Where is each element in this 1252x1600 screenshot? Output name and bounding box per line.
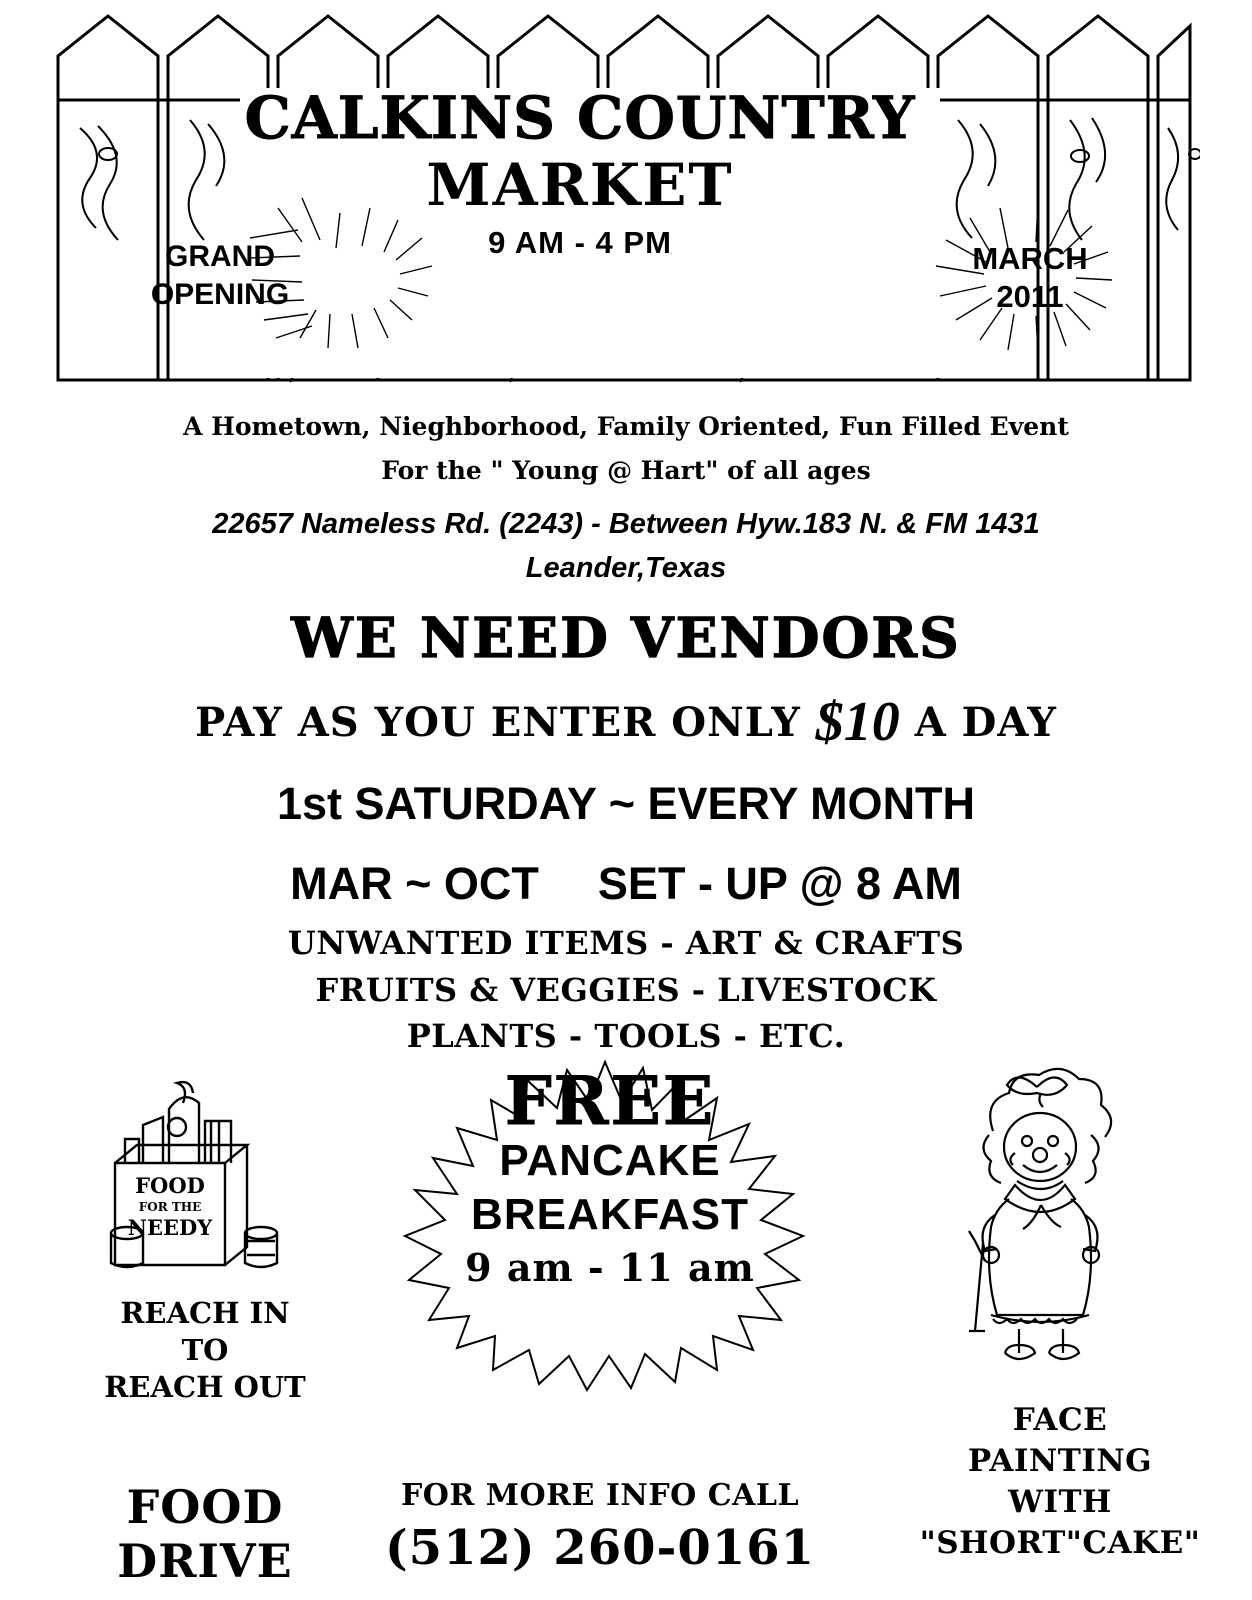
food-drive-title bbox=[55, 1480, 355, 1589]
breakfast-line1: PANCAKE bbox=[499, 1136, 721, 1185]
vendor-fee-prefix: PAY AS YOU ENTER ONLY bbox=[195, 699, 801, 746]
page-title-line2: MARKET bbox=[426, 150, 734, 219]
tagline-secondary: For the " Young @ Hart" of all ages bbox=[381, 456, 871, 485]
food-drive-slogan-line2: TO bbox=[181, 1333, 229, 1368]
food-drive-title-line2: DRIVE bbox=[117, 1534, 293, 1589]
schedule-line: 1st SATURDAY ~ EVERY MONTH bbox=[276, 778, 976, 829]
face-painting-line4: "SHORT"CAKE" bbox=[919, 1524, 1201, 1561]
event-year: 2011 bbox=[996, 278, 1064, 314]
vendor-fee-amount: $10 bbox=[815, 691, 900, 753]
food-drive-title-line1: FOOD bbox=[126, 1480, 284, 1534]
grand-opening-line1: GRAND bbox=[165, 240, 275, 273]
food-drive-slogan bbox=[60, 1295, 350, 1406]
free-label: FREE bbox=[504, 1062, 716, 1140]
months-setup-line bbox=[0, 858, 1252, 910]
address-line-2: Leander,Texas bbox=[525, 552, 727, 584]
address-line-1: 22657 Nameless Rd. (2243) - Between Hyw.183 N. & FM 1431 bbox=[212, 508, 1040, 540]
food-drive-slogan-line3: REACH OUT bbox=[104, 1370, 306, 1405]
market-title-block bbox=[230, 84, 930, 261]
event-date-badge bbox=[930, 240, 1130, 316]
clown-face-painter-icon bbox=[945, 1065, 1135, 1365]
bag-label-line3: NEEDY bbox=[127, 1215, 213, 1240]
bag-label-line1: FOOD bbox=[135, 1173, 205, 1198]
page-title-line1: CALKINS COUNTRY bbox=[244, 84, 916, 152]
vendor-items-line-1: UNWANTED ITEMS - ART & CRAFTS bbox=[287, 924, 965, 962]
vendor-items-line-2: FRUITS & VEGGIES - LIVESTOCK bbox=[315, 970, 937, 1009]
season-months: MAR ~ OCT bbox=[290, 858, 539, 909]
tagline-primary: A Hometown, Nieghborhood, Family Oriented, Fun Filled Event bbox=[183, 412, 1069, 441]
bag-label-line2: FOR THE bbox=[138, 1200, 202, 1214]
face-painting-line2: PAINTING bbox=[967, 1442, 1153, 1479]
food-drive-slogan-line1: REACH IN bbox=[120, 1296, 290, 1330]
setup-time: SET - UP @ 8 AM bbox=[597, 858, 962, 909]
grand-opening-line2: OPENING bbox=[150, 277, 290, 311]
vendors-headline: WE NEED VENDORS bbox=[291, 605, 961, 670]
face-painting-line1: FACE bbox=[1012, 1402, 1108, 1438]
food-donation-bag-icon bbox=[85, 1065, 305, 1280]
event-month: MARCH bbox=[972, 241, 1088, 276]
vendor-items-line-3: PLANTS - TOOLS - ETC. bbox=[406, 1017, 846, 1056]
market-hours: 9 AM - 4 PM bbox=[488, 225, 672, 261]
vendor-fee-suffix: A DAY bbox=[914, 699, 1057, 746]
vendor-fee-line bbox=[0, 690, 1252, 754]
face-painting-block bbox=[915, 1400, 1205, 1564]
face-painting-line3: WITH bbox=[1008, 1483, 1112, 1520]
contact-phone[interactable]: (512) 260-0161 bbox=[384, 1520, 816, 1576]
free-breakfast-block bbox=[385, 1062, 835, 1291]
breakfast-time: 9 am - 11 am bbox=[465, 1245, 755, 1291]
vendor-items-list bbox=[0, 920, 1252, 1060]
breakfast-line2: BREAKFAST bbox=[471, 1189, 749, 1239]
grand-opening-badge bbox=[120, 238, 320, 313]
contact-label: FOR MORE INFO CALL bbox=[400, 1478, 800, 1513]
